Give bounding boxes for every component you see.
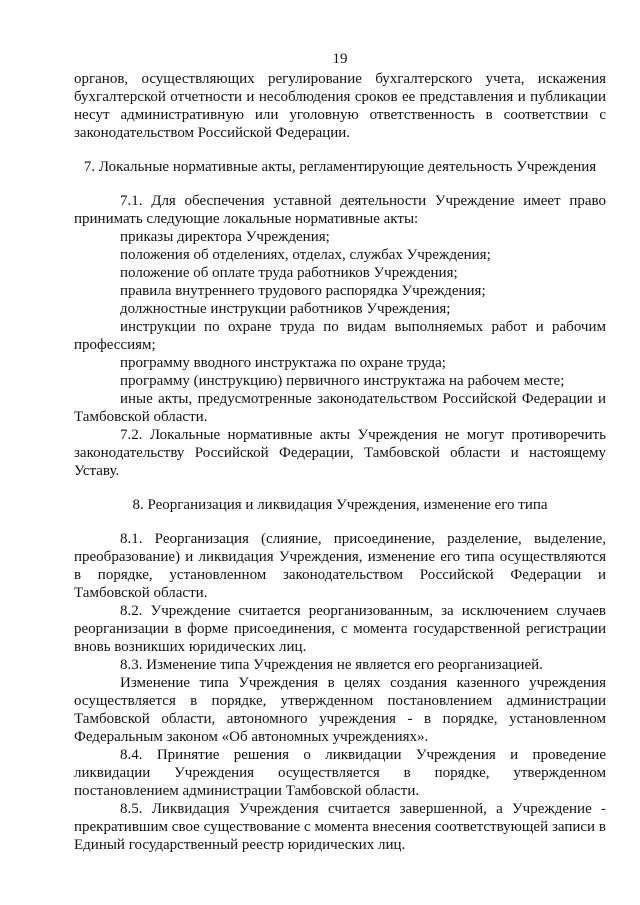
list-item: должностные инструкции работников Учреждения;: [120, 301, 451, 317]
paragraph-8-2: 8.2. Учреждение считается реорганизованным, за исключением случаев реорганизации в форме присоединения, с момента государственной регистрации вновь возникших юридических лиц.: [74, 603, 606, 655]
paragraph-8-3: 8.3. Изменение типа Учреждения не является его реорганизацией.: [120, 657, 543, 673]
section-8-heading: 8. Реорганизация и ликвидация Учреждения, изменение его типа: [132, 497, 548, 513]
list-item: программу вводного инструктажа по охране труда;: [120, 355, 446, 371]
list-item: положение об оплате труда работников Учреждения;: [120, 265, 458, 281]
paragraph-8-4: 8.4. Принятие решения о ликвидации Учреждения и проведение ликвидации Учреждения осуществляется в порядке, утвержденном постановлением администрации Тамбовской области.: [74, 747, 606, 799]
paragraph-7-2: 7.2. Локальные нормативные акты Учреждения не могут противоречить законодательству Российской Федерации, Тамбовской области и настоящему Уставу.: [74, 427, 606, 479]
list-item: инструкции по охране труда по видам выполняемых работ и рабочим профессиям;: [74, 319, 606, 353]
list-item: правила внутреннего трудового распорядка Учреждения;: [120, 283, 486, 299]
paragraph-8-3-type-change: Изменение типа Учреждения в целях создания казенного учреждения осуществляется в порядке, утвержденном постановлением администрации Тамбовской области, автономного учреждения - в порядке, установленном Федеральным законом «Об автономных учреждениях».: [74, 675, 606, 745]
page-number: 19: [332, 51, 348, 67]
paragraph-8-1: 8.1. Реорганизация (слияние, присоединение, разделение, выделение, преобразование) и ликвидация Учреждения, изменение его типа осуществляются в порядке, установленном законодательством Российской Федерации и Тамбовской области.: [74, 531, 606, 601]
paragraph-8-5: 8.5. Ликвидация Учреждения считается завершенной, а Учреждение - прекратившим свое существование с момента внесения соответствующей записи в Единый государственный реестр юридических лиц.: [74, 801, 606, 853]
section-7-heading: 7. Локальные нормативные акты, регламентирующие деятельность Учреждения: [83, 159, 597, 175]
list-item: иные акты, предусмотренные законодательством Российской Федерации и Тамбовской области.: [74, 391, 606, 425]
list-item: программу (инструкцию) первичного инструктажа на рабочем месте;: [120, 373, 565, 389]
list-item: приказы директора Учреждения;: [120, 229, 330, 245]
paragraph-7-1: 7.1. Для обеспечения уставной деятельности Учреждение имеет право принимать следующие локальные нормативные акты:: [74, 193, 606, 227]
intro-paragraph: органов, осуществляющих регулирование бухгалтерского учета, искажения бухгалтерской отчетности и несоблюдения сроков ее представления и публикации несут административную или уголовную ответственность в соответствии с законодательством Российской Федерации.: [74, 71, 606, 141]
list-item: положения об отделениях, отделах, службах Учреждения;: [120, 247, 491, 263]
